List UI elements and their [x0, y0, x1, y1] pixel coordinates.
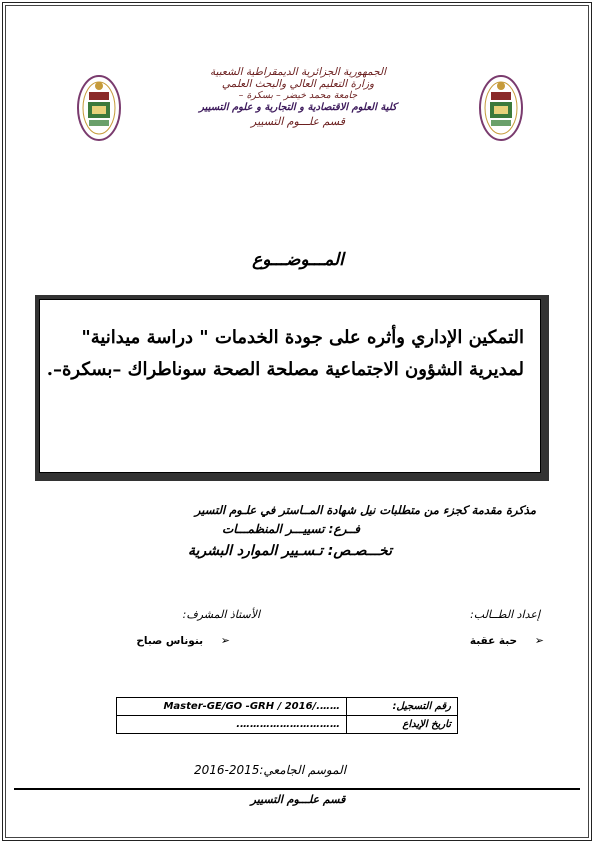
republic-name: الجمهورية الجزائرية الديمقراطية الشعبية [209, 66, 387, 78]
footer-department: قسم علـــوم التسيير [250, 793, 346, 806]
branch-line: فــرع: تسييـــر المنظمـــات [222, 522, 360, 536]
deposit-date-value: …………………………. [117, 716, 347, 734]
student-name-row [440, 634, 544, 647]
table-row [117, 716, 458, 734]
thesis-title [44, 322, 524, 386]
arrow-bullet-icon: ➢ [534, 634, 544, 647]
table-row [117, 698, 458, 716]
registration-table [116, 697, 458, 734]
academic-year: الموسم الجامعي:2015-2016 [193, 763, 347, 777]
thesis-title-line-2: لمديرية الشؤون الاجتماعية مصلحة الصحة سوناطراك –بسكرة–. [46, 359, 524, 380]
specialization-line: تخـــصـص: تـسـيير الموارد البشرية [188, 543, 392, 559]
registration-number-value: ……./Master-GE/GO -GRH / 2016 [117, 698, 347, 716]
university-logo-left [76, 72, 122, 148]
registration-number-label: رقم التسجيل: [347, 698, 458, 716]
supervisor-label: الأستاذ المشرف: [182, 608, 260, 621]
student-name: حبة عقبة [469, 635, 518, 647]
supervisor-name: بنوناس صباح [136, 635, 204, 647]
footer-divider [14, 788, 580, 790]
university-logo-right [478, 72, 524, 148]
institution-header [140, 66, 456, 128]
deposit-date-label: تاريخ الإيداع [347, 716, 458, 734]
department-name: قسم علـــوم التسيير [251, 115, 345, 128]
memo-description: مذكرة مقدمة كجزء من متطلبات نيل شهادة المــاستر في علـوم التسير [194, 503, 536, 517]
faculty-name: كلية العلوم الاقتصادية و التجارية و علوم التسيير [199, 102, 397, 113]
thesis-title-line-1: التمكين الإداري وأثره على جودة الخدمات " دراسة ميدانية" [81, 327, 524, 348]
arrow-bullet-icon: ➢ [220, 634, 230, 647]
supervisor-name-row [100, 634, 230, 647]
ministry-name: وزارة التعليم العالي والبحث العلمي [221, 78, 375, 90]
university-name: جامعة محمد خيضر – بسكرة – [238, 90, 358, 101]
subject-heading: المـــوضـــوع [252, 250, 344, 270]
student-label: إعداد الطــالب: [470, 608, 540, 621]
